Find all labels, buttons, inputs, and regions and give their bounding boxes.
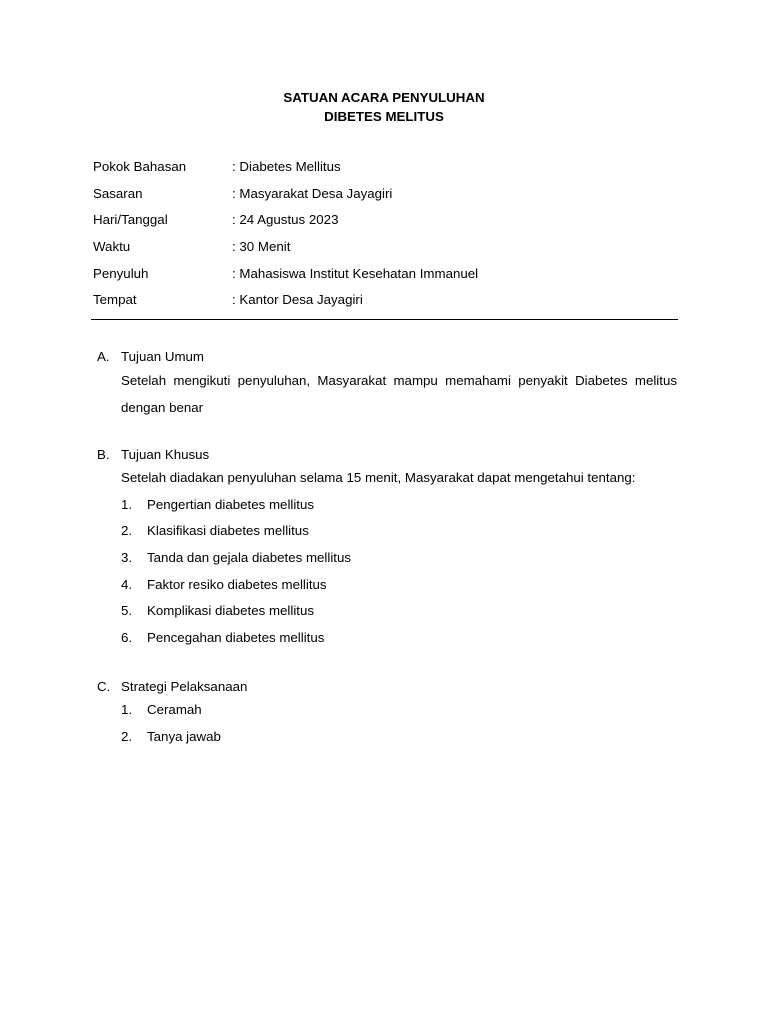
info-row [93, 264, 478, 291]
list-text: Tanda dan gejala diabetes mellitus [147, 550, 352, 566]
section-letter: A. [97, 349, 110, 364]
section-paragraph: Setelah diadakan penyuluhan selama 15 menit, Masyarakat dapat mengetahui tentang: [121, 470, 636, 485]
list-number: 2. [121, 728, 133, 744]
info-row [93, 184, 478, 211]
section-tujuan-umum [97, 347, 677, 421]
list-number: 1. [121, 496, 133, 512]
list-item [121, 724, 677, 751]
info-value: : 30 Menit [232, 239, 291, 255]
list-number: 3. [121, 550, 133, 566]
info-row [93, 237, 478, 264]
title-line-2: DIBETES MELITUS [324, 109, 444, 124]
objective-list [121, 492, 677, 652]
info-label: Sasaran [93, 185, 143, 201]
list-number: 1. [121, 702, 133, 717]
info-row [93, 290, 478, 317]
list-number: 2. [121, 523, 133, 539]
list-text: Tanya jawab [147, 728, 221, 744]
list-text: Komplikasi diabetes mellitus [147, 603, 315, 619]
list-text: Ceramah [147, 702, 202, 717]
horizontal-divider [91, 319, 678, 320]
section-title: Tujuan Khusus [121, 447, 210, 462]
section-heading [97, 677, 677, 697]
section-paragraph: Setelah mengikuti penyuluhan, Masyarakat mampu memahami penyakit Diabetes melitus dengan benar [121, 373, 677, 415]
list-number: 5. [121, 603, 133, 619]
list-text: Pengertian diabetes mellitus [147, 496, 315, 512]
info-label: Waktu [93, 239, 131, 255]
list-item [121, 492, 677, 519]
list-text: Pencegahan diabetes mellitus [147, 630, 325, 646]
list-text: Klasifikasi diabetes mellitus [147, 523, 309, 539]
section-heading [97, 445, 677, 465]
section-strategi-pelaksanaan [97, 677, 677, 750]
info-label: Pokok Bahasan [93, 159, 187, 174]
section-letter: B. [97, 447, 110, 462]
info-row [93, 210, 478, 237]
list-item [121, 625, 677, 652]
strategy-list [121, 697, 677, 750]
list-item [121, 518, 677, 545]
info-value: : Mahasiswa Institut Kesehatan Immanuel [232, 265, 479, 281]
info-label: Hari/Tanggal [93, 212, 168, 228]
title-line-1: SATUAN ACARA PENYULUHAN [283, 90, 485, 105]
info-value: : Kantor Desa Jayagiri [232, 292, 363, 308]
list-item [121, 697, 677, 724]
info-label: Penyuluh [93, 265, 149, 281]
section-title: Tujuan Umum [121, 349, 205, 364]
list-number: 4. [121, 576, 133, 592]
list-item [121, 598, 677, 625]
list-text: Faktor resiko diabetes mellitus [147, 576, 327, 592]
list-number: 6. [121, 630, 133, 646]
section-title: Strategi Pelaksanaan [121, 679, 248, 694]
list-item [121, 545, 677, 572]
list-item [121, 572, 677, 599]
info-value: : Diabetes Mellitus [232, 159, 341, 174]
section-letter: C. [97, 679, 111, 694]
info-label: Tempat [93, 292, 137, 308]
section-tujuan-khusus [97, 445, 677, 652]
info-value: : Masyarakat Desa Jayagiri [232, 185, 393, 201]
document-title [0, 88, 768, 126]
section-heading [97, 347, 677, 367]
info-row [93, 157, 478, 184]
info-value: : 24 Agustus 2023 [232, 212, 339, 228]
info-table [93, 157, 478, 317]
